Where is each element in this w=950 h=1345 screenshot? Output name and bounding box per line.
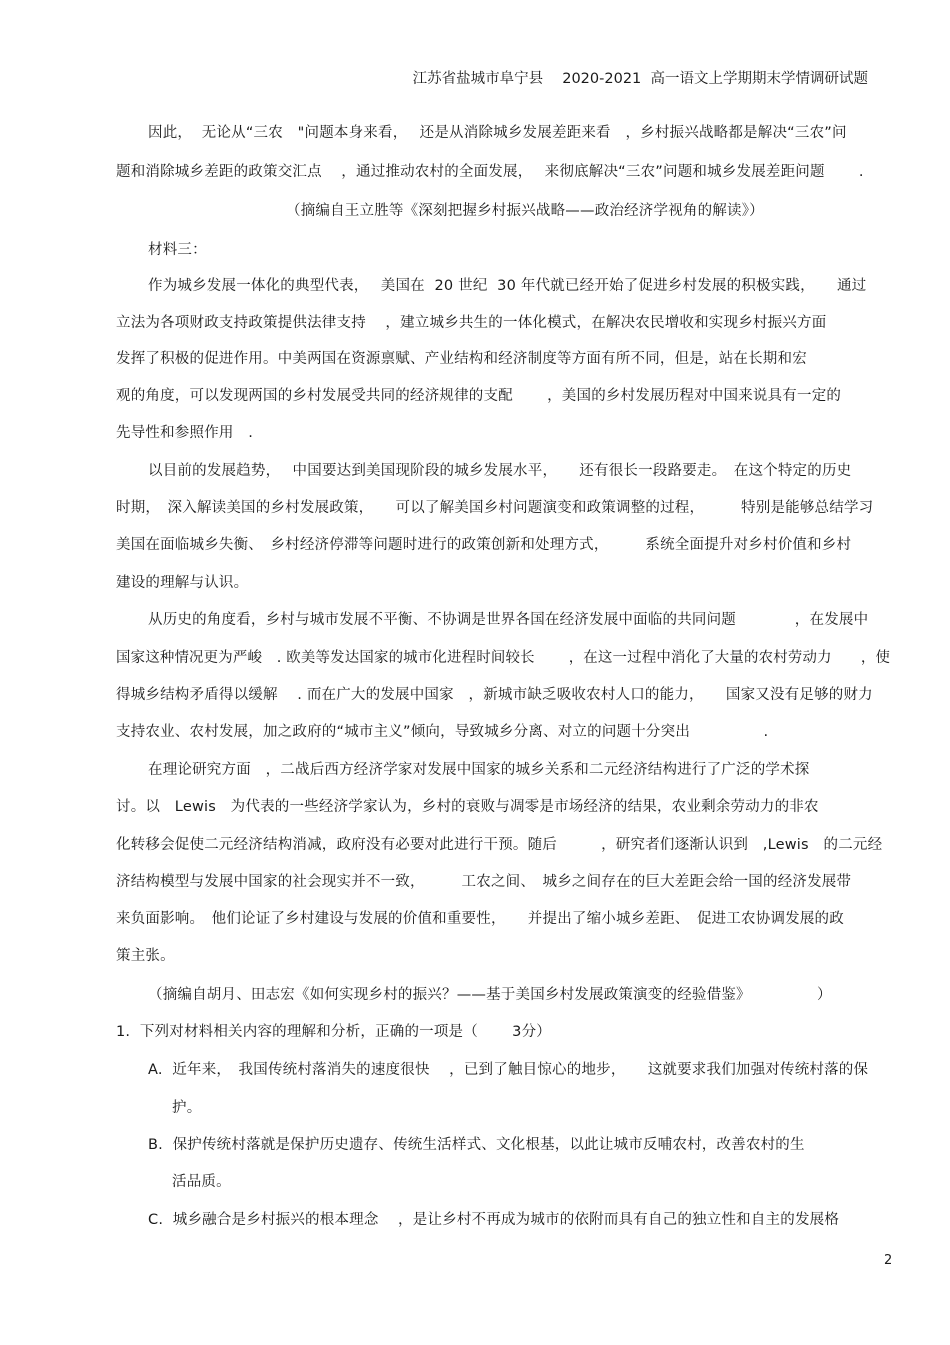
source-citation: （摘编自胡月、田志宏《如何实现乡村的振兴？——基于美国乡村发展政策演变的经验借鉴》 ）: [148, 987, 832, 1003]
body-line: 作为城乡发展一体化的典型代表， 美国在 20 世纪 30 年代就已经开始了促进乡村发展的积极实践， 通过: [148, 278, 867, 294]
body-line: 济结构模型与发展中国家的社会现实并不一致， 工农之间、 城乡之间存在的巨大差距会给一国的经济发展带: [116, 874, 852, 890]
option-a: A. 近年来， 我国传统村落消失的速度很快 ，已到了触目惊心的地步， 这就要求我们加强对传统村落的保: [148, 1062, 869, 1078]
option-b: B. 保护传统村落就是保护历史遗存、传统生活样式、文化根基，以此让城市反哺农村，改善农村的生: [148, 1137, 805, 1153]
body-line: 立法为各项财政支持政策提供法律支持 ，建立城乡共生的一体化模式，在解决农民增收和实现乡村振兴方面: [116, 315, 827, 331]
body-line: 观的角度，可以发现两国的乡村发展受共同的经济规律的支配 ，美国的乡村发展历程对中国来说具有一定的: [116, 388, 842, 404]
option-c: C. 城乡融合是乡村振兴的根本理念 ，是让乡村不再成为城市的依附而具有自己的独立性和自主的发展格: [148, 1212, 840, 1228]
section-heading: 材料三：: [148, 242, 207, 258]
option-a-cont: 护。: [172, 1100, 202, 1116]
body-line: 美国在面临城乡失衡、 乡村经济停滞等问题时进行的政策创新和处理方式， 系统全面提升对乡村价值和乡村: [116, 537, 852, 553]
body-line: 题和消除城乡差距的政策交汇点 ，通过推动农村的全面发展， 来彻底解决“三农”问题和城乡发展差距问题 .: [116, 164, 864, 180]
body-line: 讨。以 Lewis 为代表的一些经济学家认为，乡村的衰败与凋零是市场经济的结果，农业剩余劳动力的非农: [116, 799, 819, 815]
body-line: 发挥了积极的促进作用。中美两国在资源禀赋、产业结构和经济制度等方面有所不同，但是，站在长期和宏: [116, 351, 807, 367]
body-line: 以目前的发展趋势， 中国要达到美国现阶段的城乡发展水平， 还有很长一段路要走。 在这个特定的历史: [148, 463, 852, 479]
body-line: 因此， 无论从“三农 "问题本身来看， 还是从消除城乡发展差距来看 ，乡村振兴战略都是解决“三农”问: [148, 125, 847, 141]
body-line: 化转移会促使二元经济结构消减，政府没有必要对此进行干预。随后 ，研究者们逐渐认识到 ,Lewis 的二元经: [116, 837, 883, 853]
body-line: 时期， 深入解读美国的乡村发展政策， 可以了解美国乡村问题演变和政策调整的过程， 特别是能够总结学习: [116, 500, 874, 516]
page-number: 2: [884, 1253, 893, 1268]
source-citation: （摘编自王立胜等《深刻把握乡村振兴战略——政治经济学视角的解读》）: [286, 203, 764, 219]
body-line: 国家这种情况更为严峻 . 欧美等发达国家的城市化进程时间较长 ，在这一过程中消化了大量的农村劳动力 ，使: [116, 650, 891, 666]
body-line: 支持农业、农村发展，加之政府的“城市主义”倾向，导致城乡分离、对立的问题十分突出 .: [116, 724, 769, 740]
option-b-cont: 活品质。: [172, 1174, 231, 1190]
body-line: 来负面影响。 他们论证了乡村建设与发展的价值和重要性， 并提出了缩小城乡差距、 促进工农协调发展的政: [116, 911, 844, 927]
body-line: 得城乡结构矛盾得以缓解 . 而在广大的发展中国家 ，新城市缺乏吸收农村人口的能力， 国家又没有足够的财力: [116, 687, 873, 703]
page-header: 江苏省盐城市阜宁县 2020-2021 高一语文上学期期末学情调研试题: [412, 71, 868, 87]
body-line: 在理论研究方面 ，二战后西方经济学家对发展中国家的城乡关系和二元经济结构进行了广泛的学术探: [148, 762, 810, 778]
body-line: 策主张。: [116, 948, 175, 964]
body-line: 先导性和参照作用 .: [116, 425, 254, 441]
body-line: 建设的理解与认识。: [116, 575, 249, 591]
body-line: 从历史的角度看，乡村与城市发展不平衡、不协调是世界各国在经济发展中面临的共同问题 ，在发展中: [148, 612, 869, 628]
question-stem: 1. 下列对材料相关内容的理解和分析，正确的一项是（ 3分）: [116, 1024, 551, 1040]
